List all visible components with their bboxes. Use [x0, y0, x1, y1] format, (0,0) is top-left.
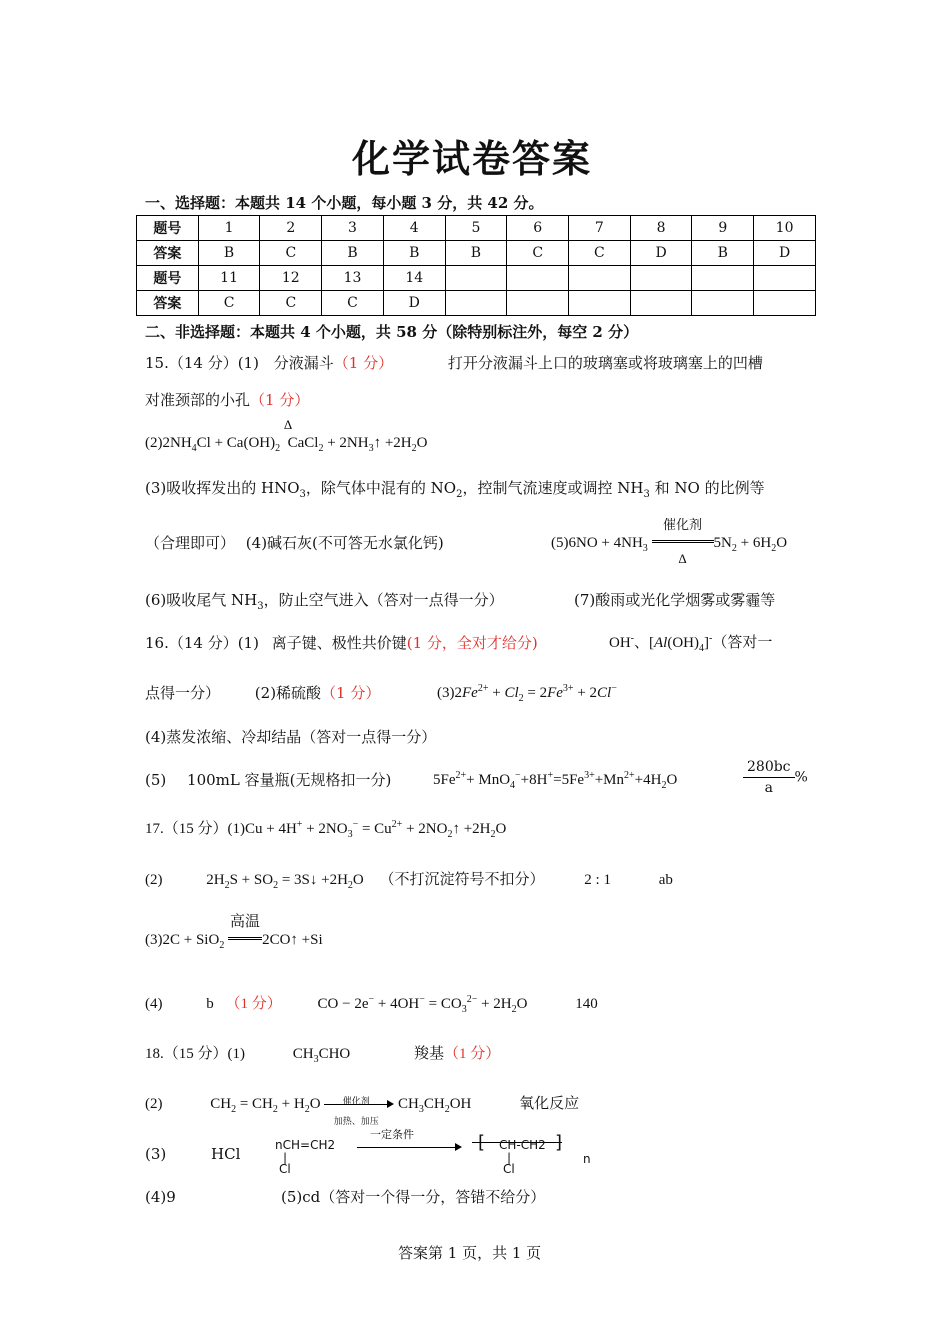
q18-line3 [145, 1143, 240, 1165]
q18-p3: (3) [145, 1145, 167, 1163]
table-cell [507, 266, 569, 291]
q17-label: 17.（15 分）(1) [145, 821, 245, 837]
q18-points1: （1 分） [444, 1046, 501, 1062]
q16-points2: （1 分） [321, 684, 381, 702]
hydroxide: OH [609, 635, 631, 651]
q15-p7: (7)酸雨或光化学烟雾或雾霾等 [574, 591, 776, 609]
q17-line2: (2) $2H_2S + SO_2$ = 3S↓ $+2H_2O$ （不打沉淀符号不扣分） 2 : 1 ab [145, 872, 673, 891]
q15-p3: (3)吸收挥发出的 HNO [145, 479, 300, 497]
q18-carboxyl: 羧基 [414, 1046, 445, 1062]
q18-line4 [145, 1186, 176, 1208]
table-row [137, 241, 816, 266]
q17-140: 140 [575, 996, 598, 1012]
q16-p2: (2)稀硫酸 [254, 684, 322, 702]
table-cell: B [383, 241, 445, 266]
q16-points1: (1 分，全对才给分) [406, 634, 538, 652]
q16-answer1c: （答对一 [712, 635, 773, 651]
page-title: 化学试卷答案 [352, 136, 593, 181]
q18-line2: (2) $CH_2 = CH_2 + H_2O$ 催化剂 加热、加压 $CH_3CH_2OH$ 氧化反应 [145, 1093, 579, 1115]
q15-p5: (5) [551, 535, 569, 551]
table-cell [569, 266, 631, 291]
q16-p5: (5) [145, 771, 167, 789]
table-cell: D [383, 291, 445, 316]
table-cell: D [754, 241, 816, 266]
table-cell: 13 [322, 266, 384, 291]
table-cell [569, 291, 631, 316]
q16-eq3: $(3)2Fe^{2+} + Cl_2 = 2Fe^{3+} + 2Cl^-$ [437, 683, 617, 704]
q16-p5a: 100mL 容量瓶(无规格扣一分) [187, 771, 392, 789]
q15-p4: (4)碱石灰(不可答无水氯化钙) [245, 534, 444, 552]
q15-line3: (3)吸收挥发出的 $HNO_3$，除气体中混有的 $NO_2$，控制气流速度或调控 $NH_3$ 和 NO 的比例等 [145, 479, 765, 500]
q16-answer1d: 点得一分） [145, 684, 221, 702]
q16-line5 [145, 769, 391, 791]
table-cell: 7 [569, 216, 631, 241]
table-cell: C [507, 241, 569, 266]
bond-line: | [283, 1151, 288, 1165]
q15-line2 [145, 389, 309, 411]
answer-table [136, 215, 816, 316]
q16-ions: OH-、$[Al(OH)_4]^-$（答对一 [609, 633, 773, 654]
catalyst-condition [652, 517, 714, 566]
q15-line6: (6)吸收尾气 $NH_3$，防止空气进入（答对一点得一分） [145, 591, 504, 612]
q16-p4: (4)蒸发浓缩、冷却结晶（答对一点得一分） [145, 728, 437, 746]
table-cell: C [260, 241, 322, 266]
q16-answer1: 离子键、极性共价键 [271, 634, 407, 652]
table-cell: 4 [383, 216, 445, 241]
q18-label: 18.（15 分）(1) [145, 1046, 245, 1062]
q16-label: 16.（14 分）(1) [145, 634, 259, 652]
q15-answer1b: 打开分液漏斗上口的玻璃塞或将玻璃塞上的凹槽 [447, 354, 763, 372]
denominator: a [764, 780, 773, 796]
page-footer: 答案第 1 页，共 1 页 [398, 1244, 542, 1262]
table-cell: 12 [260, 266, 322, 291]
q15-answer1c: 对准颈部的小孔 [145, 391, 251, 409]
table-cell: 题号 [137, 266, 199, 291]
table-cell: C [198, 291, 260, 316]
table-cell: 答案 [137, 241, 199, 266]
q15-p6b: ，防止空气进入（答对一点得一分） [263, 591, 504, 609]
high-temp-label: 高温 [230, 914, 261, 930]
table-cell: B [322, 241, 384, 266]
q17-ratio: 2 : 1 [584, 872, 611, 888]
chlorine-label: Cl [503, 1162, 515, 1176]
q16-p3: (3) [437, 685, 455, 701]
q16-line1 [145, 632, 538, 654]
table-cell: 10 [754, 216, 816, 241]
q16-line2 [145, 682, 380, 704]
table-cell: 3 [322, 216, 384, 241]
q17-p2: (2) [145, 872, 163, 888]
high-temp-condition [228, 914, 262, 951]
table-cell [630, 266, 692, 291]
table-cell: 9 [692, 216, 754, 241]
table-cell: 1 [198, 216, 260, 241]
table-cell: 14 [383, 266, 445, 291]
table-cell: 5 [445, 216, 507, 241]
table-row [137, 266, 816, 291]
q18-a1: CH [292, 1046, 314, 1062]
q15-p3c: ，控制气流速度或调控 NH [462, 479, 644, 497]
table-cell: B [198, 241, 260, 266]
table-cell [507, 291, 569, 316]
n-subscript: n [583, 1152, 591, 1166]
q17-line4: (4) b （1 分） CO − $2e^- + 4OH^- = CO_3^{2-} + 2H_2O$ 140 [145, 994, 598, 1015]
table-cell [445, 291, 507, 316]
table-cell: 6 [507, 216, 569, 241]
bracket-left: [ [478, 1132, 486, 1153]
q15-p3d: 和 NO 的比例等 [649, 479, 765, 497]
q15-eq5: $(5)6NO + 4NH_3$ 催化剂 Δ $5N_2 + 6H_2O$ [551, 532, 787, 554]
condition-label: 一定条件 [370, 1128, 414, 1141]
q17-p2note: （不打沉淀符号不扣分） [379, 872, 545, 888]
table-row [137, 216, 816, 241]
q15-eq2: $(2)2NH_4Cl + Ca(OH)_2$ Δ CaCl$_2$ + $2NH_3↑ +2H_2O$ [145, 432, 427, 454]
q17-points4: （1 分） [225, 996, 282, 1012]
table-cell: 11 [198, 266, 260, 291]
catalyst-label: 催化剂 [663, 517, 703, 532]
equals-bar [652, 540, 714, 543]
chlorine-label: Cl [279, 1162, 291, 1176]
q18-a1b: CHO [318, 1046, 351, 1062]
table-cell: C [569, 241, 631, 266]
table-cell: 8 [630, 216, 692, 241]
q16-eq5: $5Fe^{2+}+ MnO_4^-+8H^+=5Fe^{3+}+Mn^{2+}+4H_2O$ [433, 770, 678, 791]
q15-label: 15.（14 分）(1) [145, 354, 259, 372]
delta-label: Δ [283, 417, 293, 432]
section1-heading: 一、选择题：本题共 14 个小题，每小题 3 分，共 42 分。 [145, 194, 544, 212]
equals-bar [228, 937, 262, 940]
table-cell [754, 291, 816, 316]
polymer-unit: CH-CH2 [499, 1138, 546, 1152]
q17-line1: 17.（15 分）$(1)Cu + 4H^+ + 2NO_3^- = Cu^{2+}$ + $2NO_2↑ +2H_2O$ [145, 819, 507, 840]
table-cell [445, 266, 507, 291]
q15-line4 [145, 532, 444, 554]
delta-label: Δ [678, 551, 687, 566]
percent-sign: % [794, 769, 808, 786]
table-cell [692, 266, 754, 291]
condition-label: 加热、加压 [333, 1115, 379, 1126]
q15-p3b: ，除气体中混有的 NO [305, 479, 457, 497]
fraction [743, 759, 795, 796]
q18-hcl: HCl [211, 1145, 241, 1163]
reaction-arrow [324, 1095, 394, 1126]
table-cell [692, 291, 754, 316]
table-cell [754, 266, 816, 291]
table-cell: 答案 [137, 291, 199, 316]
monomer-label: nCH=CH2 [275, 1138, 336, 1152]
table-cell [630, 291, 692, 316]
section2-heading: 二、非选择题：本题共 4 个小题，共 58 分（除特别标注外，每空 2 分） [145, 323, 639, 341]
q17-p4: (4) [145, 996, 163, 1012]
q15-line1 [145, 352, 763, 374]
catalyst-label: 催化剂 [342, 1095, 370, 1106]
q17-line3: (3)2C + SiO$_2$ 高温 2CO↑ +Si [145, 929, 323, 951]
q15-points1: （1 分） [333, 354, 394, 372]
delta-over-sign [283, 417, 293, 454]
q17-b: b [206, 996, 214, 1012]
table-cell: C [322, 291, 384, 316]
q15-p6: (6)吸收尾气 NH [145, 591, 258, 609]
table-cell: 2 [260, 216, 322, 241]
numerator: 280bc [743, 759, 795, 778]
table-cell: 题号 [137, 216, 199, 241]
q18-p2: (2) [145, 1096, 163, 1112]
q18-line1: 18.（15 分）(1) $CH_3CHO$ 羧基（1 分） [145, 1046, 501, 1065]
bracket-right: ] [555, 1132, 563, 1153]
q15-points1c: （1 分） [250, 391, 310, 409]
polymerization-scheme [275, 1128, 605, 1178]
q18-p5: (5)cd（答对一个得一分，答错不给分） [281, 1188, 546, 1206]
q15-answer1: 分液漏斗 [273, 354, 334, 372]
table-cell: B [692, 241, 754, 266]
q17-p3: (3) [145, 932, 163, 948]
q18-p4: (4)9 [145, 1188, 176, 1206]
q15-p3e: （合理即可） [145, 534, 236, 552]
table-cell: D [630, 241, 692, 266]
table-cell: B [445, 241, 507, 266]
table-row [137, 291, 816, 316]
bond-line: | [507, 1151, 512, 1165]
polymer-arrow [357, 1140, 462, 1154]
q15-p2: (2) [145, 435, 163, 451]
table-cell: C [260, 291, 322, 316]
q18-oxidation: 氧化反应 [519, 1096, 580, 1112]
q17-ab: ab [658, 872, 673, 888]
q16-fraction [743, 759, 808, 796]
